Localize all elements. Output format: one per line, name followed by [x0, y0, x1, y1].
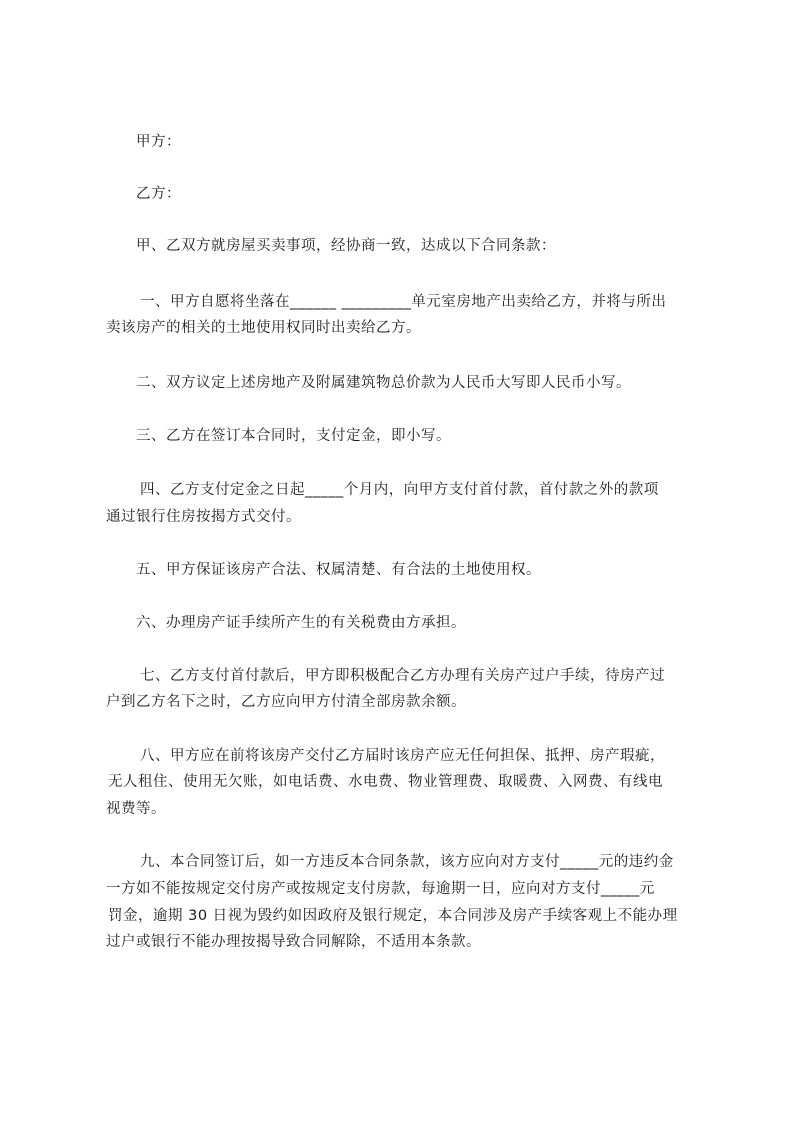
clause-5: 五、甲方保证该房产合法、权属清楚、有合法的土地使用权。: [136, 562, 541, 578]
party-b-line: 乙方：: [136, 186, 181, 202]
clause-7-line-2: 户到乙方名下之时，乙方应向甲方付清全部房款余额。: [106, 694, 466, 710]
clause-4-line-2: 通过银行住房按揭方式交付。: [106, 509, 301, 525]
clause-2: 二、双方议定上述房地产及附属建筑物总价款为人民币大写即人民币小写。: [136, 375, 631, 391]
clause-4-line-1: 四、乙方支付定金之日起_____个月内，向甲方支付首付款，首付款之外的款项: [140, 482, 659, 498]
clause-9-line-3: 罚金，逾期 30 日视为毁约如因政府及银行规定，本合同涉及房产手续客观上不能办理: [108, 908, 678, 924]
clause-8-line-3: 视费等。: [106, 801, 166, 817]
clause-6: 六、办理房产证手续所产生的有关税费由方承担。: [136, 615, 466, 631]
clause-8-line-1: 八、甲方应在前将该房产交付乙方届时该房产应无任何担保、抵押、房产瑕疵，: [140, 748, 665, 764]
clause-9-line-2: 一方如不能按规定交付房产或按规定支付房款，每逾期一日，应向对方支付_____元: [106, 881, 655, 897]
clause-3: 三、乙方在签订本合同时，支付定金，即小写。: [136, 428, 451, 444]
clause-7-line-1: 七、乙方支付首付款后，甲方即积极配合乙方办理有关房产过户手续，待房产过: [140, 668, 665, 684]
preamble: 甲、乙双方就房屋买卖事项，经协商一致，达成以下合同条款：: [136, 238, 556, 254]
clause-9-line-4: 过户或银行不能办理按揭导致合同解除，不适用本条款。: [106, 934, 481, 950]
clause-1-line-1: 一、甲方自愿将坐落在______ _________单元室房地产出卖给乙方，并将与所出: [140, 294, 667, 310]
party-a-line: 甲方：: [136, 134, 181, 150]
clause-8-line-2: 无人租住、使用无欠账，如电话费、水电费、物业管理费、取暖费、入网费、有线电: [108, 774, 663, 790]
clause-9-line-1: 九、本合同签订后，如一方违反本合同条款，该方应向对方支付_____元的违约金: [140, 854, 674, 870]
clause-1-line-2: 卖该房产的相关的土地使用权同时出卖给乙方。: [106, 320, 421, 336]
